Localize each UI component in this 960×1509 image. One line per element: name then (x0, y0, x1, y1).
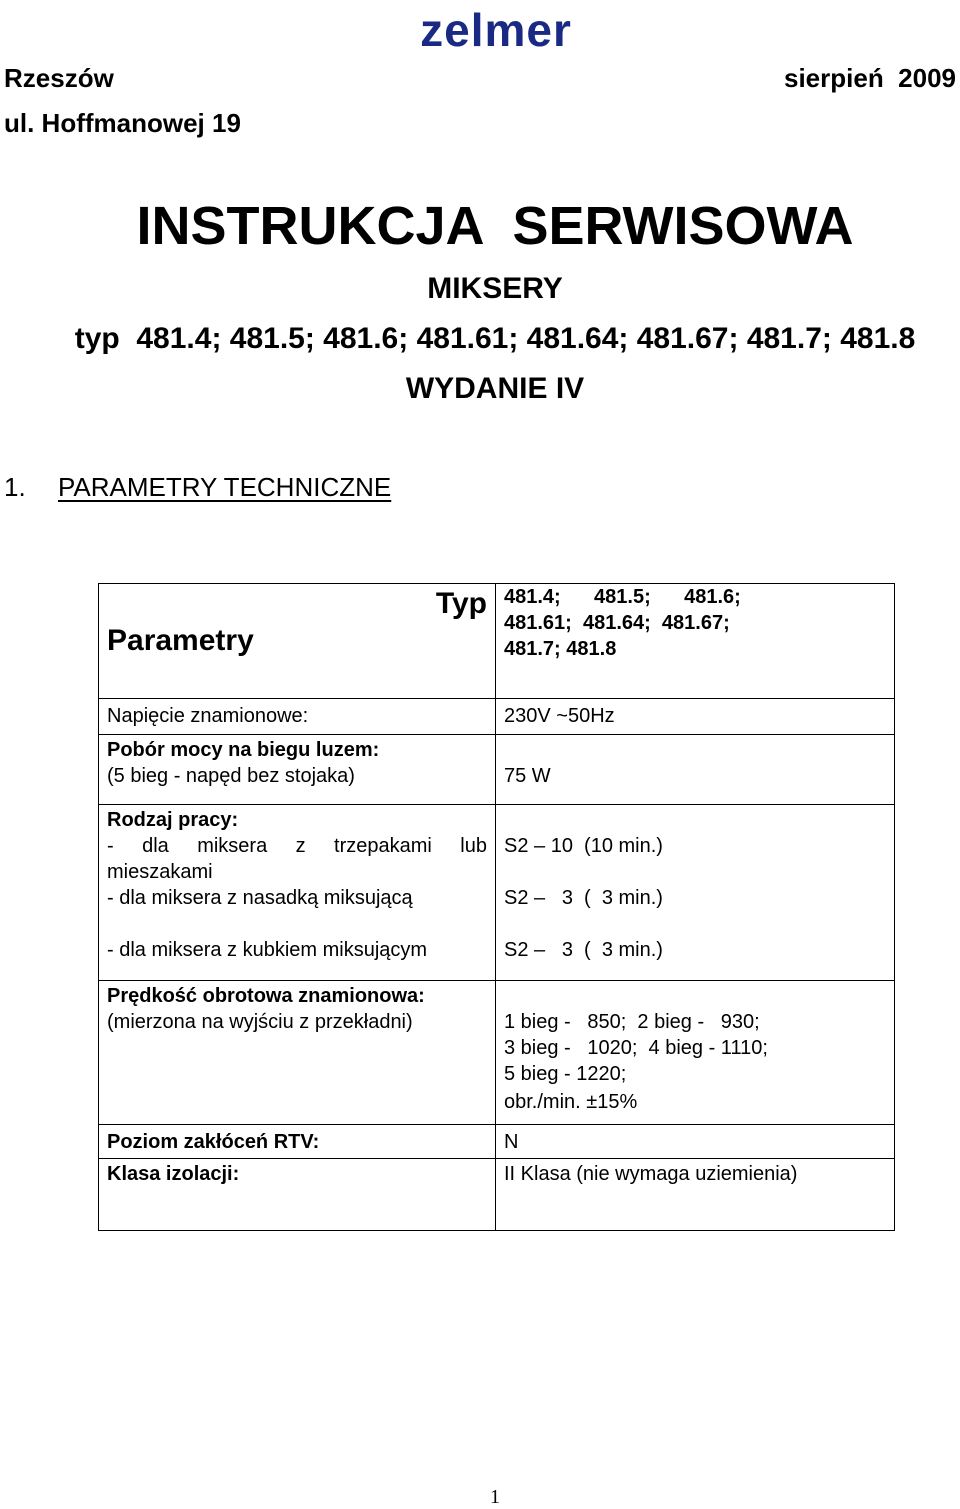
city: Rzeszów (4, 63, 114, 93)
table-row (99, 981, 895, 1125)
speed-cell (99, 981, 496, 1125)
speed-values-cell (496, 981, 895, 1125)
header-cell-models (496, 584, 895, 699)
work-item-cup: - dla miksera z kubkiem miksującym (107, 939, 428, 961)
work-values-cell (496, 805, 895, 981)
speed-line: 1 bieg - 850; 2 bieg - 930; (504, 1011, 760, 1033)
parameters-table (98, 583, 895, 1231)
work-label: Rodzaj pracy: (107, 809, 239, 831)
work-value-attachment: S2 – 3 ( 3 min.) (504, 887, 663, 909)
voltage-label: Napięcie znamionowe: (99, 699, 496, 735)
rtv-label: Poziom zakłóceń RTV: (99, 1125, 496, 1159)
params-label: Parametry (107, 624, 254, 657)
power-value: 75 W (496, 735, 895, 805)
work-value-beaters: S2 – 10 (10 min.) (504, 835, 663, 857)
work-item-beaters-cont: mieszakami (107, 861, 213, 883)
power-label: Pobór mocy na biegu luzem: (107, 739, 380, 761)
table-header-row (99, 584, 895, 699)
models-line: 481.4; 481.5; 481.6; (504, 586, 741, 608)
section-number: 1. (4, 472, 26, 502)
insulation-value: II Klasa (nie wymaga uziemienia) (496, 1159, 895, 1231)
product-types: typ 481.4; 481.5; 481.6; 481.61; 481.64; 481.67; 481.7; 481.8 (74, 322, 916, 355)
table-row (99, 699, 895, 735)
power-cell (99, 735, 496, 805)
models-line: 481.7; 481.8 (504, 638, 617, 660)
typ-label: Typ (435, 587, 487, 620)
document-title: INSTRUKCJA SERWISOWA (136, 196, 854, 256)
speed-label: Prędkość obrotowa znamionowa: (107, 985, 425, 1007)
section-title: PARAMETRY TECHNICZNE (58, 472, 392, 502)
section-heading (4, 472, 391, 503)
issue-date: sierpień 2009 (784, 63, 956, 93)
power-sublabel: (5 bieg - napęd bez stojaka) (107, 765, 355, 787)
work-value-cup: S2 – 3 ( 3 min.) (504, 939, 663, 961)
zelmer-logo (378, 10, 614, 52)
svg-text:zelmer: zelmer (420, 10, 572, 52)
work-item-attachment: - dla miksera z nasadką miksującą (107, 887, 413, 909)
page-number: 1 (490, 1486, 500, 1508)
voltage-value: 230V ~50Hz (496, 699, 895, 735)
table-row (99, 805, 895, 981)
work-item-beaters: - dla miksera z trzepakami lub (107, 835, 487, 857)
table-row (99, 735, 895, 805)
speed-unit: obr./min. ±15% (504, 1091, 638, 1113)
speed-line: 3 bieg - 1020; 4 bieg - 1110; (504, 1037, 768, 1059)
speed-sublabel: (mierzona na wyjściu z przekładni) (107, 1011, 413, 1033)
models-line: 481.61; 481.64; 481.67; (504, 612, 730, 634)
insulation-label: Klasa izolacji: (99, 1159, 496, 1231)
header-cell-params (99, 584, 496, 699)
street-address: ul. Hoffmanowej 19 (4, 108, 241, 138)
product-name: MIKSERY (427, 272, 563, 305)
table-row (99, 1125, 895, 1159)
rtv-value: N (496, 1125, 895, 1159)
table-row (99, 1159, 895, 1231)
work-cell (99, 805, 496, 981)
edition: WYDANIE IV (405, 372, 585, 405)
speed-line: 5 bieg - 1220; (504, 1063, 627, 1085)
